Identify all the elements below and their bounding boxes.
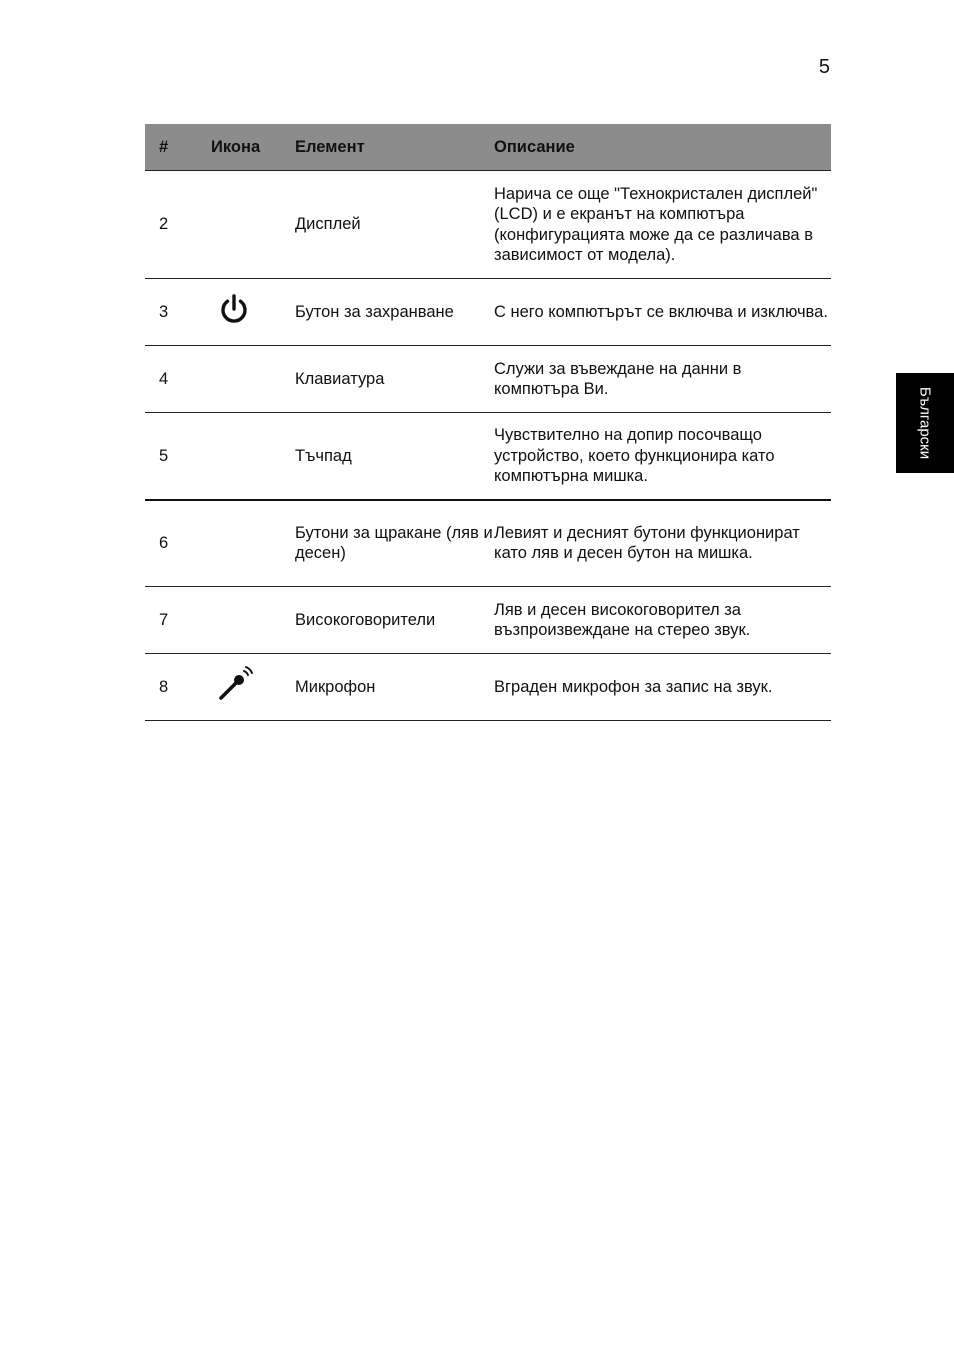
row-number: 2	[145, 171, 211, 279]
row-description: С него компютърът се включва и изключва.	[494, 279, 831, 346]
page-number: 5	[818, 56, 830, 78]
row-icon-cell	[211, 654, 295, 721]
table-header-row	[145, 124, 831, 171]
table-row	[145, 346, 831, 413]
row-number: 4	[145, 346, 211, 413]
row-icon-cell	[211, 279, 295, 346]
header-num: #	[145, 124, 211, 171]
row-description: Ляв и десен високоговорител за възпроизвеждане на стерео звук.	[494, 587, 831, 654]
row-number: 3	[145, 279, 211, 346]
row-icon-cell	[211, 413, 295, 500]
row-icon-cell	[211, 500, 295, 587]
language-side-tab-label: Български	[916, 386, 934, 460]
row-icon-cell	[211, 587, 295, 654]
table-row	[145, 587, 831, 654]
header-description: Описание	[494, 124, 831, 171]
row-icon-cell	[211, 171, 295, 279]
row-element: Тъчпад	[295, 413, 494, 500]
component-table	[145, 124, 831, 721]
table-row	[145, 500, 831, 587]
table-row	[145, 413, 831, 500]
row-description: Вграден микрофон за запис на звук.	[494, 654, 831, 721]
row-description: Нарича се още "Технокристален дисплей" (LCD) и е екранът на компютъра (конфигурацията може да се различава в зависимост от модела).	[494, 171, 831, 279]
row-element: Дисплей	[295, 171, 494, 279]
row-description: Левият и десният бутони функционират като ляв и десен бутон на мишка.	[494, 500, 831, 587]
header-element: Елемент	[295, 124, 494, 171]
table-row	[145, 279, 831, 346]
table-row	[145, 654, 831, 721]
language-side-tab	[896, 373, 954, 473]
row-element: Бутон за захранване	[295, 279, 494, 346]
row-element: Клавиатура	[295, 346, 494, 413]
row-description: Служи за въвеждане на данни в компютъра Ви.	[494, 346, 831, 413]
row-element: Микрофон	[295, 654, 494, 721]
table-row	[145, 171, 831, 279]
row-number: 7	[145, 587, 211, 654]
row-number: 8	[145, 654, 211, 721]
power-icon	[217, 292, 251, 332]
row-element: Бутони за щракане (ляв и десен)	[295, 500, 494, 587]
row-number: 5	[145, 413, 211, 500]
header-icon: Икона	[211, 124, 295, 171]
row-element: Високоговорители	[295, 587, 494, 654]
microphone-icon	[217, 665, 257, 709]
row-description: Чувствително на допир посочващо устройство, което функционира като компютърна мишка.	[494, 413, 831, 500]
row-number: 6	[145, 500, 211, 587]
row-icon-cell	[211, 346, 295, 413]
